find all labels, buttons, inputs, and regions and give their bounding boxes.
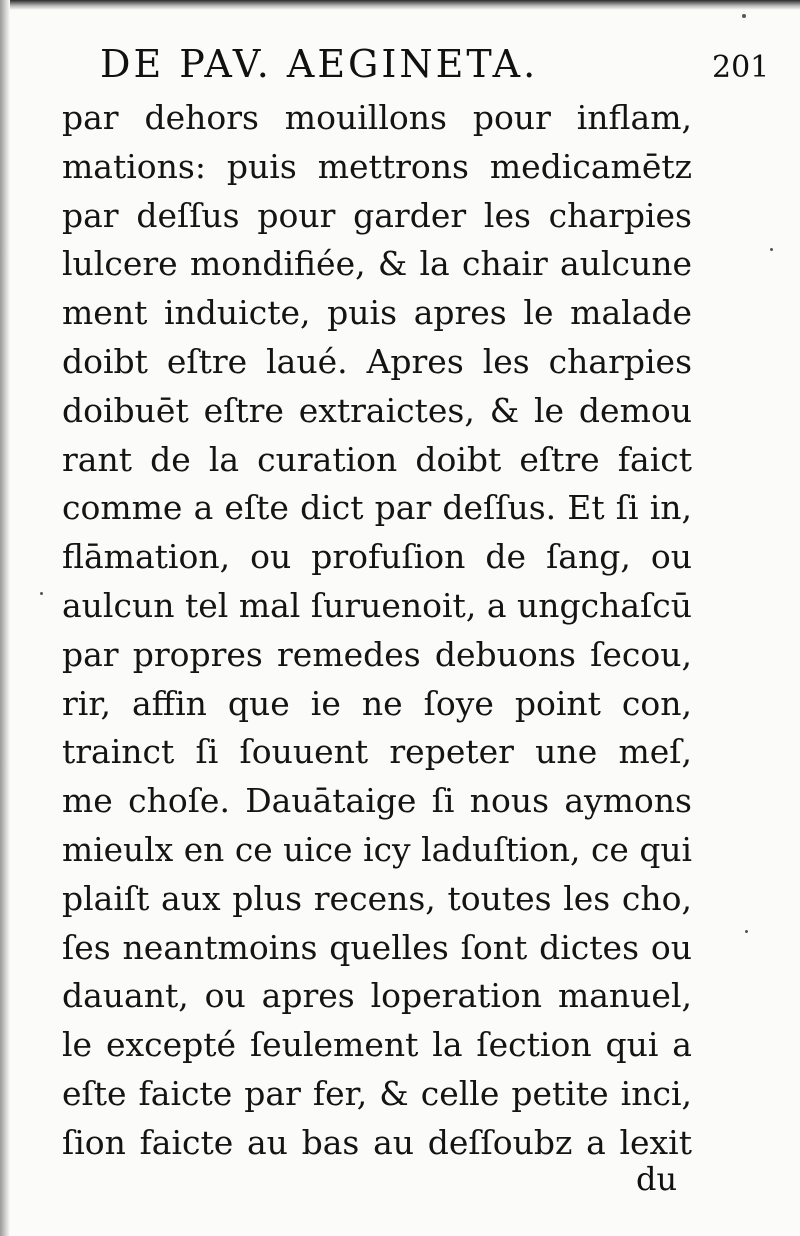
ink-speck [745,930,748,933]
text-line: lulcere mondifiée, & la chair aulcune [62,244,692,284]
ink-speck [742,14,746,18]
text-line: me choſe. Dauātaige ſi nous aymons [62,781,692,821]
text-line: mations: puis mettrons medicamētz [62,146,692,186]
text-line: le excepté ſeulement la ſection qui a [62,1025,692,1065]
text-line: aulcun tel mal ſuruenoit, a ungchaſcū [62,585,692,625]
catchword: du [636,1160,678,1198]
page-top-edge-shadow [0,0,800,10]
text-line: rant de la curation doibt eſtre faict [62,439,692,479]
text-line: comme a eſte dict par deſſus. Et ſi in, [62,488,692,528]
body-text [62,94,692,1168]
text-line: par deſſus pour garder les charpies [62,195,692,235]
text-line: ment induicte, puis apres le malade [62,293,692,333]
text-line: par dehors mouillons pour inflam, [62,98,692,137]
text-line: rir, affin que ie ne ſoye point con, [62,683,692,723]
running-header: DE PAV. AEGINETA. [100,42,539,86]
page-number: 201 [712,50,770,85]
text-line: dauant, ou apres loperation manuel, [62,976,692,1016]
text-line: eſte faicte par fer, & celle petite inci, [62,1073,692,1113]
text-line: flāmation, ou profuſion de ſang, ou [62,537,692,577]
ink-speck [40,592,43,595]
text-line: plaiſt aux plus recens, toutes les cho, [62,878,692,918]
page-gutter-shadow [0,0,10,1236]
ink-speck [770,248,773,251]
text-line: ſion faicte au bas au deſſoubz a lexit [62,1122,692,1162]
text-line: mieulx en ce uice icy laduſtion, ce qui [62,830,692,869]
text-line: trainct ſi ſouuent repeter une meſ, [62,732,692,772]
text-line: ſes neantmoins quelles ſont dictes ou [62,927,692,967]
text-line: doibuēt eſtre extraictes, & le demou [62,390,692,430]
text-line: par propres remedes debuons ſecou, [62,634,692,674]
text-line: doibt eſtre laué. Apres les charpies [62,341,692,381]
